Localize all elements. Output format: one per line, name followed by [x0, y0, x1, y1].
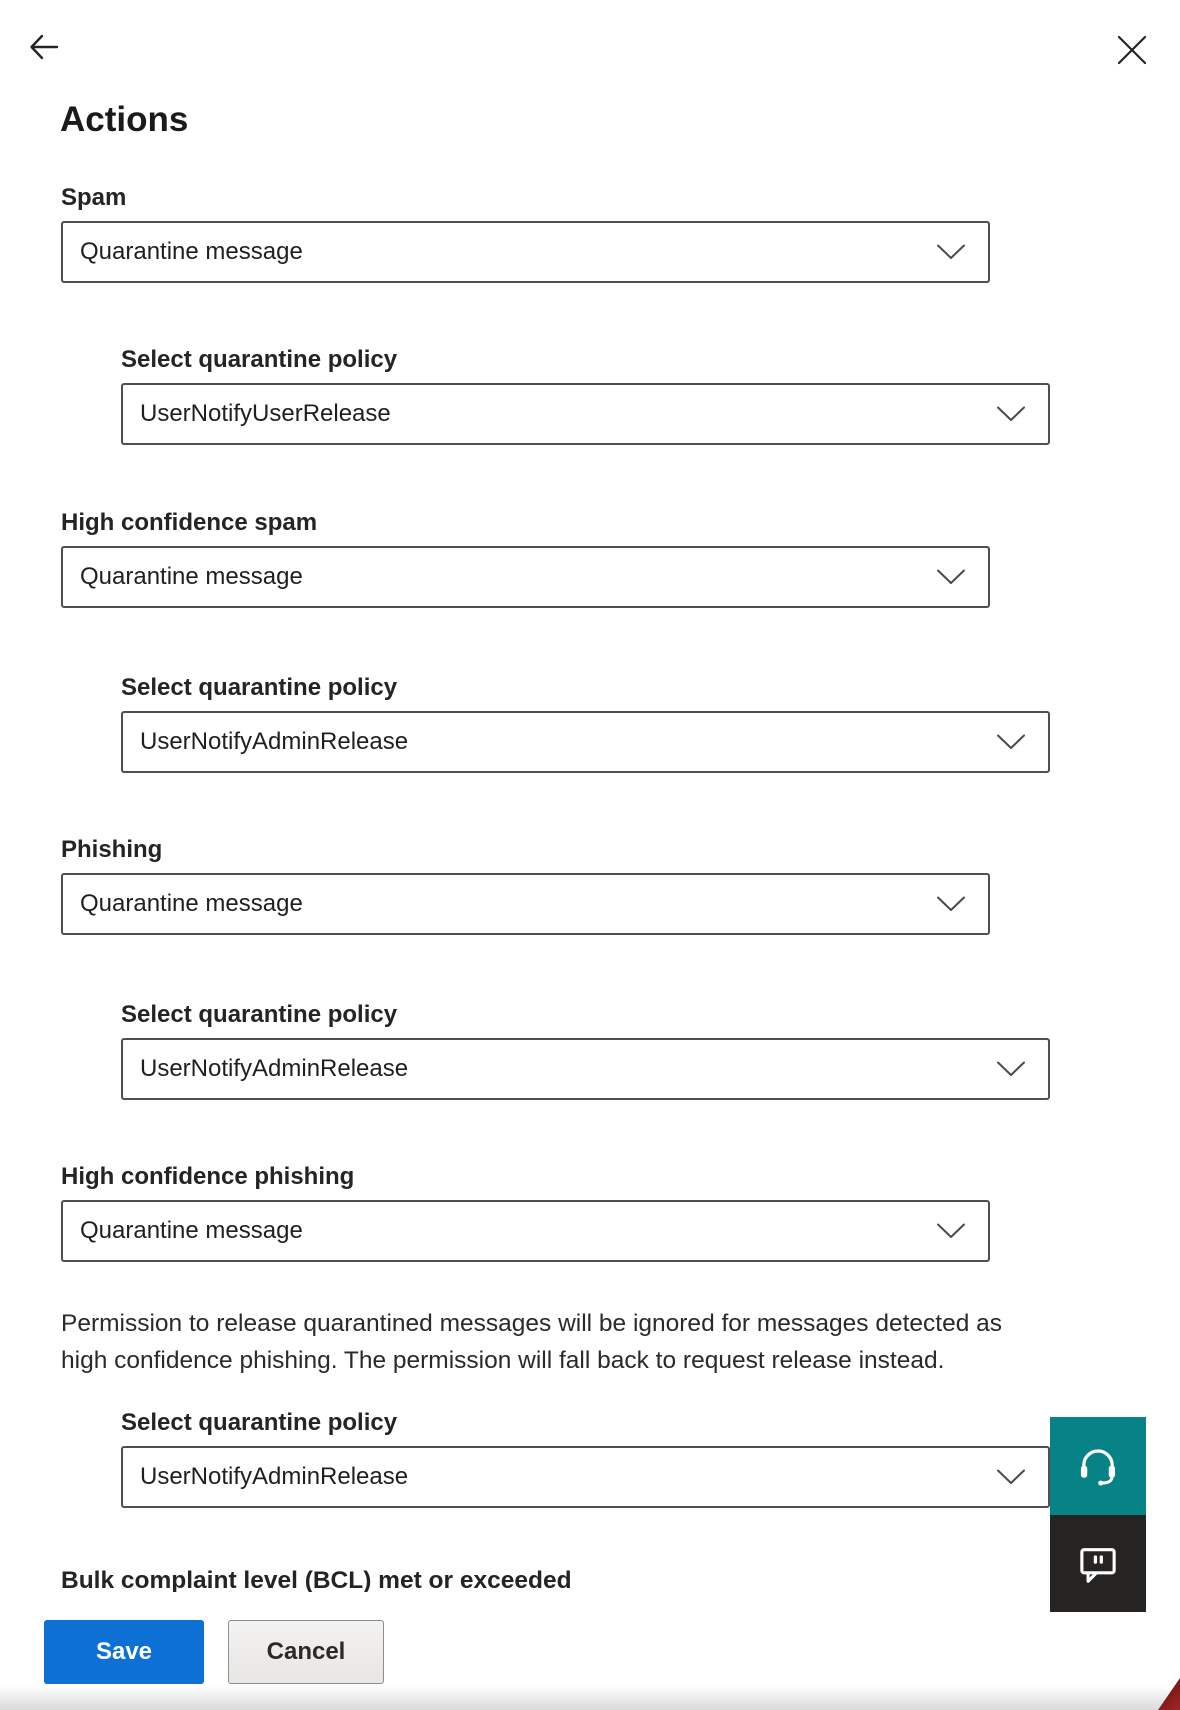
- phishing-quarantine-policy-dropdown[interactable]: [121, 1038, 1050, 1100]
- hcs-policy-label: Select quarantine policy: [121, 674, 398, 701]
- support-button[interactable]: [1050, 1417, 1146, 1515]
- chevron-down-icon: [936, 569, 966, 586]
- phishing-policy-field-group: [121, 1000, 1050, 1100]
- chevron-down-icon: [996, 1469, 1026, 1486]
- hcp-quarantine-policy-dropdown[interactable]: [121, 1446, 1050, 1508]
- phishing-label: Phishing: [61, 836, 163, 863]
- phishing-field-group: [61, 835, 990, 935]
- hcp-field-group: [61, 1162, 990, 1262]
- hcs-field-group: [61, 508, 990, 608]
- hcs-action-value: Quarantine message: [80, 563, 303, 590]
- hcs-label: High confidence spam: [61, 509, 318, 536]
- bottom-shade-gradient: [0, 1686, 1180, 1710]
- hcp-permission-note: [61, 1305, 1146, 1379]
- close-icon: [1116, 34, 1148, 66]
- arrow-left-icon: [26, 29, 62, 65]
- spam-policy-field-group: [121, 345, 1050, 445]
- note-line-2: high confidence phishing. The permission will fall back to request release instead.: [61, 1347, 945, 1374]
- back-button[interactable]: [24, 27, 64, 67]
- note-line-1: Permission to release quarantined messages will be ignored for messages detected as: [61, 1310, 1003, 1337]
- cancel-button[interactable]: Cancel: [228, 1620, 384, 1684]
- phishing-policy-label: Select quarantine policy: [121, 1001, 398, 1028]
- chevron-down-icon: [936, 896, 966, 913]
- save-button[interactable]: Save: [44, 1620, 204, 1684]
- chevron-down-icon: [936, 244, 966, 261]
- chevron-down-icon: [996, 1061, 1026, 1078]
- hcp-policy-value: UserNotifyAdminRelease: [140, 1463, 409, 1490]
- hcs-policy-value: UserNotifyAdminRelease: [140, 728, 409, 755]
- spam-label: Spam: [61, 184, 127, 211]
- bcl-heading: Bulk complaint level (BCL) met or exceeded: [61, 1567, 572, 1592]
- hcp-action-dropdown[interactable]: [61, 1200, 990, 1262]
- feedback-button[interactable]: [1050, 1515, 1146, 1612]
- chevron-down-icon: [936, 1223, 966, 1240]
- phishing-action-value: Quarantine message: [80, 890, 303, 917]
- spam-policy-label: Select quarantine policy: [121, 346, 398, 373]
- phishing-policy-value: UserNotifyAdminRelease: [140, 1055, 409, 1082]
- spam-action-dropdown[interactable]: [61, 221, 990, 283]
- chevron-down-icon: [996, 406, 1026, 423]
- chat-bubble-icon: [1076, 1542, 1120, 1586]
- hcp-policy-label: Select quarantine policy: [121, 1409, 398, 1436]
- headset-icon: [1075, 1443, 1121, 1489]
- close-button[interactable]: [1112, 30, 1152, 70]
- corner-red-decoration: [1158, 1678, 1180, 1710]
- hcp-action-value: Quarantine message: [80, 1217, 303, 1244]
- spam-policy-value: UserNotifyUserRelease: [140, 400, 391, 427]
- hcp-label: High confidence phishing: [61, 1163, 355, 1190]
- hcs-policy-field-group: [121, 673, 1050, 773]
- hcs-action-dropdown[interactable]: [61, 546, 990, 608]
- spam-action-value: Quarantine message: [80, 238, 303, 265]
- phishing-action-dropdown[interactable]: [61, 873, 990, 935]
- hcs-quarantine-policy-dropdown[interactable]: [121, 711, 1050, 773]
- bcl-heading-clipped-region: [61, 1565, 961, 1592]
- hcp-policy-field-group: [121, 1408, 1050, 1508]
- chevron-down-icon: [996, 734, 1026, 751]
- page-title: Actions: [60, 100, 189, 139]
- spam-quarantine-policy-dropdown[interactable]: [121, 383, 1050, 445]
- help-dock: [1050, 1417, 1146, 1612]
- spam-field-group: [61, 183, 990, 283]
